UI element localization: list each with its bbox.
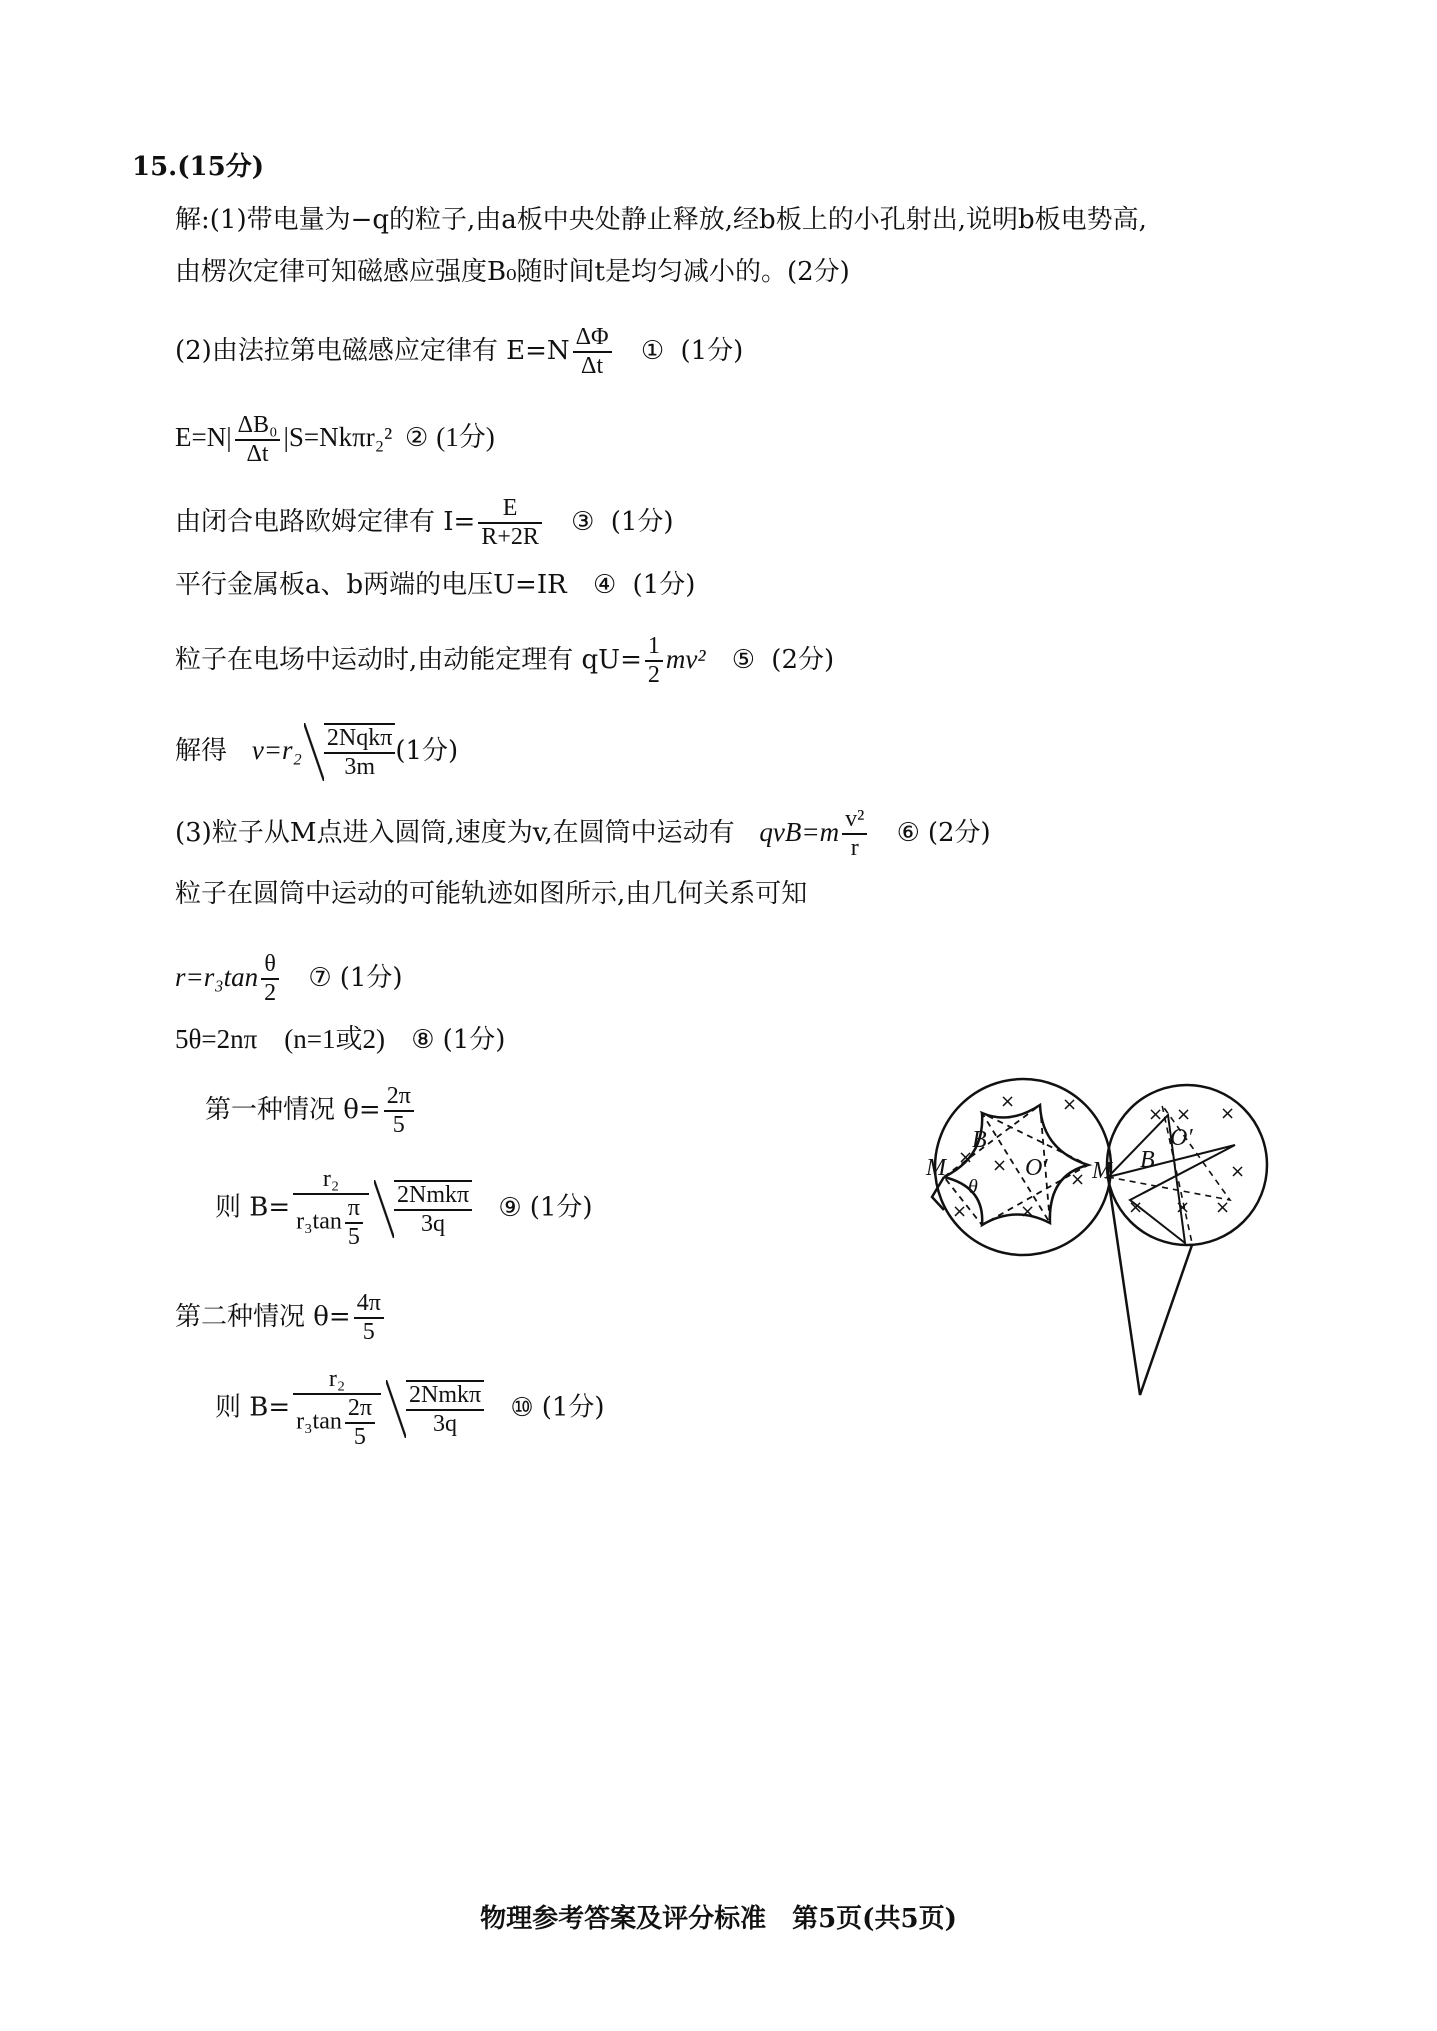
b2-mark: ⑩	[510, 1392, 534, 1423]
b2-rad-den: 3q	[433, 1410, 458, 1437]
field-mark: ×	[1070, 1169, 1086, 1190]
solution-label: 解得	[175, 736, 228, 766]
left-label-O: O′	[1025, 1155, 1048, 1181]
case2-label: 第二种情况 θ=	[175, 1302, 351, 1332]
eq1-line	[175, 324, 743, 380]
eq7-num: θ	[261, 951, 279, 980]
p3-den: r	[850, 835, 859, 861]
field-mark: ×	[958, 1147, 974, 1168]
eq1-num: ΔΦ	[573, 324, 612, 353]
eq3-text: 由闭合电路欧姆定律有 I=	[175, 507, 476, 537]
left-label-M: M	[926, 1155, 946, 1181]
field-mark: ×	[1176, 1104, 1192, 1125]
eq6-mark: ⑥	[896, 818, 920, 848]
eq7-den: 2	[264, 980, 277, 1006]
case2-num: 4π	[354, 1290, 384, 1319]
b2-score: (1分)	[541, 1392, 605, 1423]
eq7-fraction	[261, 951, 279, 1007]
eq7-score: (1分)	[339, 963, 403, 993]
field-mark: ×	[1175, 1197, 1191, 1218]
b2-prefix: 则 B=	[215, 1392, 291, 1423]
b1-prefix: 则 B=	[215, 1192, 291, 1223]
eq7-line	[175, 951, 403, 1007]
field-mark: ×	[952, 1201, 968, 1222]
right-label-M: M	[1092, 1158, 1112, 1184]
field-mark: ×	[1230, 1161, 1246, 1182]
eq3-den: R+2R	[481, 524, 539, 550]
p3-fraction	[842, 806, 867, 862]
b1-sqrt	[374, 1180, 472, 1238]
p3-formula: qvB=m	[759, 817, 840, 847]
case2-line	[175, 1290, 387, 1346]
case2-den: 5	[362, 1319, 375, 1345]
eq5-suffix: mv²	[665, 644, 706, 674]
eq5-line	[175, 633, 834, 689]
right-label-O: O′	[1170, 1125, 1193, 1151]
b2-line	[215, 1366, 605, 1451]
field-mark: ×	[992, 1155, 1008, 1176]
solution-line	[175, 723, 458, 781]
eq5-den: 2	[647, 662, 660, 688]
part1-line1: 解:(1)带电量为−q的粒子,由a板中央处静止释放,经b板上的小孔射出,说明b板电势高,	[175, 205, 1147, 235]
eq2-suffix: |S=Nkπr₂²	[283, 422, 393, 453]
field-mark: ×	[1220, 1103, 1236, 1124]
case2-fraction	[354, 1290, 384, 1346]
b1-rad-den: 3q	[421, 1210, 446, 1237]
b2-den-text: r₃tan	[296, 1408, 342, 1435]
eq2-score: (1分)	[436, 422, 495, 453]
eq5-text: 粒子在电场中运动时,由动能定理有 qU=	[175, 645, 642, 675]
eq4-line	[175, 568, 695, 602]
eq4-mark: ④	[592, 570, 617, 600]
p3-num: v²	[842, 806, 867, 835]
problem-number: 15.(15分)	[132, 152, 265, 182]
left-label-theta: θ	[968, 1176, 978, 1198]
field-mark: ×	[1020, 1201, 1036, 1222]
field-mark: ×	[1148, 1104, 1164, 1125]
b1-den-num: π	[345, 1195, 363, 1224]
left-label-B: B	[972, 1127, 987, 1153]
eq3-mark: ③	[571, 507, 595, 537]
right-label-B: B	[1140, 1147, 1155, 1173]
eq8-text: 5θ=2nπ (n=1或2)	[175, 1024, 386, 1054]
b1-mark: ⑨	[498, 1192, 522, 1223]
eq2-den: Δt	[246, 441, 269, 467]
case1-num: 2π	[384, 1083, 414, 1112]
eq4-text: 平行金属板a、b两端的电压U=IR	[175, 570, 567, 600]
eq2-line	[175, 412, 495, 468]
eq3-line	[175, 495, 674, 551]
b2-fraction	[293, 1366, 381, 1451]
eq5-mark: ⑤	[731, 645, 756, 675]
eq3-fraction	[478, 495, 542, 551]
case1-den: 5	[392, 1112, 405, 1138]
geometry-text: 粒子在圆筒中运动的可能轨迹如图所示,由几何关系可知	[175, 879, 808, 909]
b2-den-num: 2π	[345, 1395, 375, 1424]
eq1-mark: ①	[640, 336, 665, 366]
b2-num: r₂	[293, 1366, 381, 1395]
case1-fraction	[384, 1083, 414, 1139]
eq5-fraction	[645, 633, 663, 689]
b1-den-den: 5	[347, 1224, 360, 1250]
b1-fraction	[293, 1166, 369, 1251]
eq2-mark: ②	[404, 423, 429, 454]
field-mark: ×	[1215, 1197, 1231, 1218]
b2-sqrt	[386, 1380, 484, 1438]
eq3-score: (1分)	[610, 507, 674, 537]
field-mark: ×	[1000, 1091, 1016, 1112]
b1-den-text: r₃tan	[296, 1208, 342, 1235]
eq6-score: (2分)	[927, 818, 991, 848]
b1-rad-num: 2Nmkπ	[394, 1182, 472, 1211]
trajectory-figures	[926, 1065, 1330, 1435]
b2-rad-num: 2Nmkπ	[406, 1382, 484, 1411]
eq2-fraction	[235, 412, 281, 468]
eq8-mark: ⑧	[411, 1025, 435, 1055]
field-mark: ×	[1062, 1094, 1078, 1115]
eq1-score: (1分)	[680, 336, 744, 366]
solution-prefix: v=r₂	[251, 735, 302, 765]
eq3-num: E	[478, 495, 542, 524]
page-footer: 物理参考答案及评分标准 第5页(共5页)	[480, 1904, 957, 1934]
solution-den: 3m	[344, 754, 375, 780]
b2-den-den: 5	[353, 1424, 366, 1450]
eq1-fraction	[573, 324, 612, 380]
b1-line	[215, 1166, 593, 1251]
field-mark: ×	[1128, 1197, 1144, 1218]
solution-num: 2Nqkπ	[324, 725, 395, 754]
b1-num: r₂	[293, 1166, 369, 1195]
p3-text: (3)粒子从M点进入圆筒,速度为v,在圆筒中运动有	[175, 818, 735, 848]
eq7-prefix: r=r₃tan	[175, 962, 259, 992]
eq7-mark: ⑦	[308, 963, 332, 993]
solution-sqrt	[304, 723, 395, 781]
eq1-den: Δt	[581, 353, 604, 379]
eq8-line	[175, 1022, 505, 1057]
eq6-line	[175, 806, 991, 862]
part1-line2: 由楞次定律可知磁感应强度B₀随时间t是均匀减小的。(2分)	[175, 257, 850, 287]
eq5-score: (2分)	[771, 645, 835, 675]
eq2-num: ΔB₀	[235, 412, 281, 441]
b1-score: (1分)	[529, 1192, 593, 1223]
eq4-score: (1分)	[632, 570, 696, 600]
eq2-prefix: E=N|	[175, 422, 232, 453]
eq5-num: 1	[645, 633, 663, 662]
solution-score: (1分)	[395, 736, 459, 766]
case1-label: 第一种情况 θ=	[205, 1095, 381, 1125]
eq8-score: (1分)	[442, 1025, 506, 1055]
case1-line	[205, 1083, 417, 1139]
eq1-text: (2)由法拉第电磁感应定律有 E=N	[175, 336, 570, 366]
